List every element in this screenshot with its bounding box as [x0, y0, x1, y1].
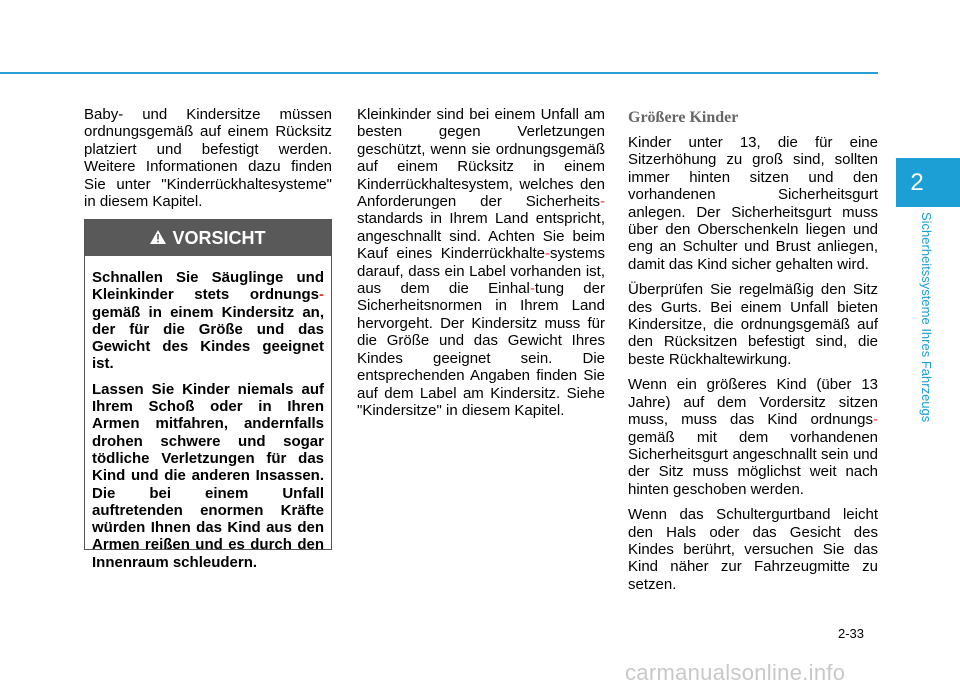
older-children-paragraph-1: Kinder unter 13, die für eine Sitzerhöhung zu groß sind, sollten immer hinten sitzen und den vorhandenen Sicherheitsgurt anlegen. Der Sicherheitsgurt muss über den Oberschenkeln liegen und eng an Schulter und Brust anliegen, damit das Kind sicher gehalten wird.: [628, 134, 878, 273]
column-3: [628, 108, 878, 601]
watermark: carmanualsonline.info: [625, 660, 846, 685]
column-1: [84, 106, 332, 218]
page-number: 2-33: [838, 626, 865, 641]
caution-body: [85, 256, 331, 571]
section-heading: Größere Kinder: [628, 109, 739, 126]
older-children-paragraph-3: Wenn ein größeres Kind (über 13 Jahre) auf dem Vordersitz sitzen muss, muss das Kind ordnungs-gemäß mit dem vorhandenen Sicherheitsgurt angeschnallt sein und der Sitz muss möglichst weit nach hinten geschoben werden.: [628, 376, 878, 498]
chapter-number: 2: [910, 168, 924, 196]
toddler-paragraph: Kleinkinder sind bei einem Unfall am besten gegen Verletzungen geschützt, wenn sie ordnungsgemäß auf einem Rücksitz in einem Kinderrückhaltesystem, welches den Anforderungen der Sicherheits-standards in Ihrem Land entspricht, angeschnallt sind. Achten Sie beim Kauf eines Kinderrückhalte-systems darauf, dass ein Label vorhanden ist, aus dem die Einhal-tung der Sicherheitsnormen in Ihrem Land hervorgeht. Der Kindersitz muss für die Größe und das Gewicht Ihres Kindes geeignet sein. Die entsprechenden Angaben finden Sie auf dem Label am Kindersitz. Siehe "Kindersitze" in diesem Kapitel.: [357, 106, 605, 419]
caution-title: VORSICHT: [172, 227, 266, 248]
caution-paragraph-1: Schnallen Sie Säuglinge und Kleinkinder stets ordnungs-gemäß in einem Kindersitz an, der für die Größe und das Gewicht des Kindes geeignet ist.: [92, 269, 324, 373]
caution-header: [85, 220, 331, 256]
older-children-paragraph-4: Wenn das Schultergurtband leicht den Hals oder das Gesicht des Kindes berührt, versuchen Sie das Kind näher zur Fahrzeugmitte zu setzen.: [628, 506, 878, 593]
header-rule: [0, 72, 878, 74]
older-children-paragraph-2: Überprüfen Sie regelmäßig den Sitz des Gurts. Bei einem Unfall bieten Kindersitze, die ordnungsgemäß auf den Rücksitzen befestigt sind, die beste Rückhaltewirkung.: [628, 281, 878, 368]
chapter-title: Sicherheitssysteme Ihres Fahrzeugs: [919, 212, 934, 423]
chapter-title-vertical: [918, 212, 938, 442]
warning-triangle-icon: [150, 228, 166, 249]
caution-box: [84, 219, 332, 571]
column-2: [357, 106, 605, 427]
intro-paragraph: Baby- und Kindersitze müssen ordnungsgemäß auf einem Rücksitz platziert und befestigt werden. Weitere Informationen dazu finden Sie unter "Kinderrückhaltesysteme" in diesem Kapitel.: [84, 106, 332, 211]
caution-paragraph-2: Lassen Sie Kinder niemals auf Ihrem Schoß oder in Ihren Armen mitfahren, andernfalls drohen schwere und sogar tödliche Verletzungen für das Kind und die anderen Insassen. Die bei einem Unfall auftretenden enormen Kräfte würden Ihnen das Kind aus den Armen reißen und es durch den Innenraum schleudern.: [92, 380, 324, 571]
